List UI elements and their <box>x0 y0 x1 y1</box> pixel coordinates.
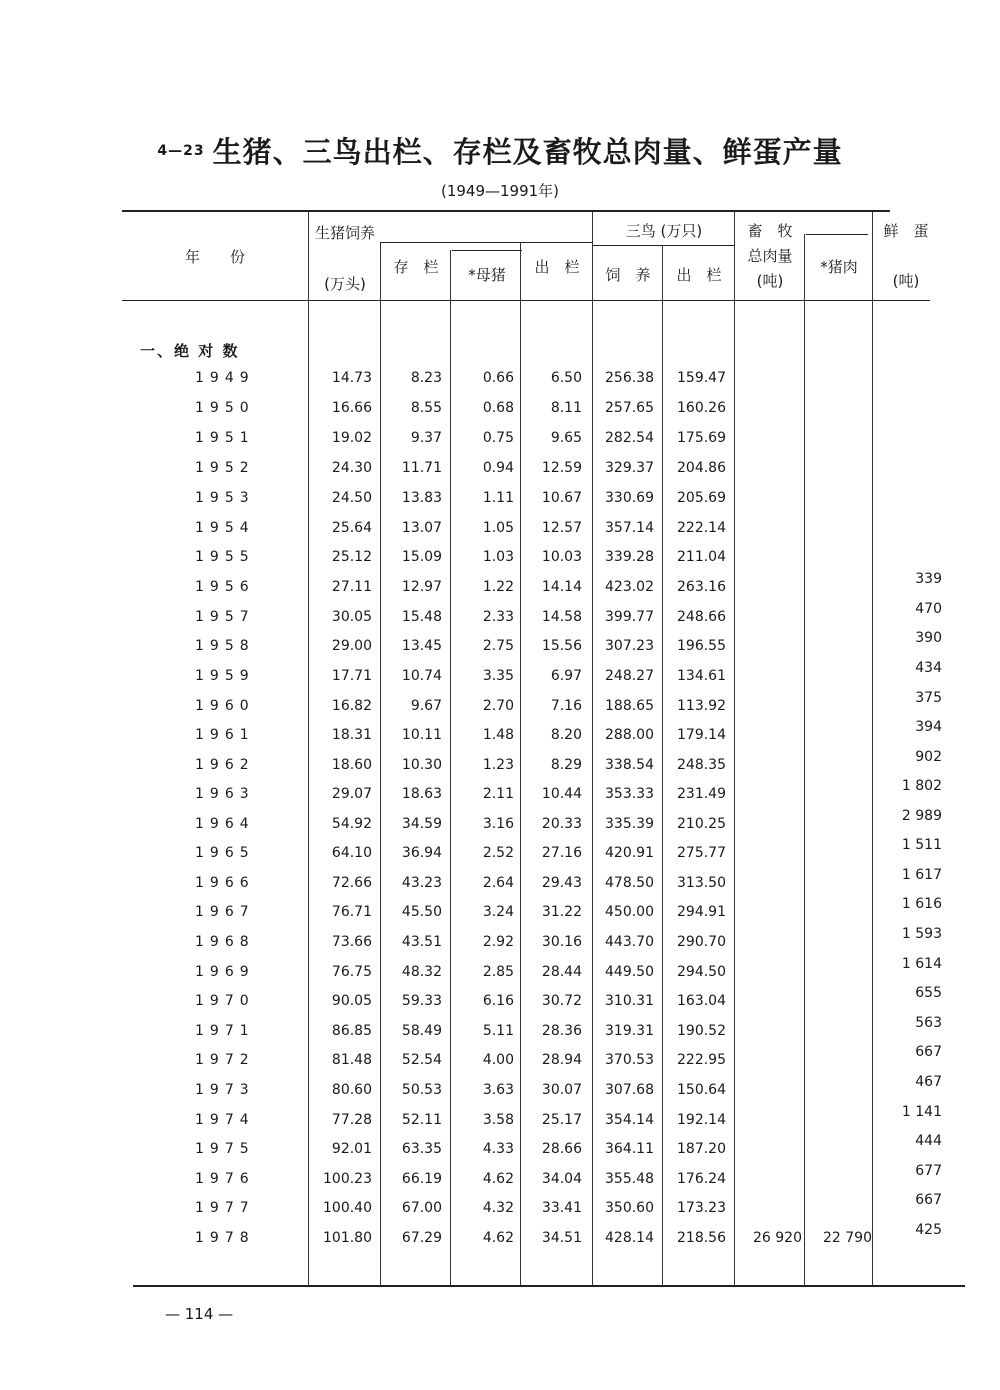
header-meat-unit: (吨) <box>756 272 784 290</box>
sow-cell: 4.32 <box>482 1200 514 1216</box>
pig-out-cell: 6.97 <box>550 668 582 684</box>
pig-cell: 30.05 <box>331 609 372 625</box>
year-cell: 1956 <box>195 579 255 595</box>
poultry-out-cell: 275.77 <box>677 845 726 861</box>
table-row <box>0 896 1000 924</box>
section-label: 一、绝 对 数 <box>140 342 240 360</box>
table-row <box>0 1044 1000 1072</box>
sow-cell: 4.62 <box>482 1230 514 1246</box>
egg-cell: 425 <box>915 1222 942 1238</box>
pig-cell: 29.07 <box>331 786 372 802</box>
egg-cell: 677 <box>915 1163 942 1179</box>
pig-out-cell: 20.33 <box>541 816 582 832</box>
poultry-raise-cell: 350.60 <box>605 1200 654 1216</box>
poultry-out-cell: 150.64 <box>677 1082 726 1098</box>
pig-out-cell: 34.04 <box>541 1171 582 1187</box>
poultry-out-cell: 204.86 <box>677 460 726 476</box>
sow-cell: 4.62 <box>482 1171 514 1187</box>
header-stock: 存 栏 <box>393 258 439 276</box>
poultry-raise-cell: 288.00 <box>605 727 654 743</box>
pig-cell: 100.23 <box>323 1171 372 1187</box>
stock-cell: 11.71 <box>401 460 442 476</box>
header-meat-top: 畜 牧 <box>747 222 793 240</box>
pig-out-cell: 30.16 <box>541 934 582 950</box>
pig-out-cell: 14.14 <box>541 579 582 595</box>
header-egg-unit: (吨) <box>892 272 920 290</box>
poultry-group-rule <box>592 245 734 246</box>
stock-cell: 15.48 <box>401 609 442 625</box>
poultry-raise-cell: 282.54 <box>605 430 654 446</box>
stock-cell: 36.94 <box>401 845 442 861</box>
egg-cell: 1 593 <box>901 926 942 942</box>
sow-cell: 0.68 <box>482 400 514 416</box>
poultry-raise-cell: 257.65 <box>605 400 654 416</box>
stock-cell: 67.00 <box>401 1200 442 1216</box>
table-row <box>0 549 1000 569</box>
pig-out-cell: 28.36 <box>541 1023 582 1039</box>
year-cell: 1954 <box>195 520 255 536</box>
stock-cell: 50.53 <box>401 1082 442 1098</box>
poultry-raise-cell: 355.48 <box>605 1171 654 1187</box>
year-cell: 1968 <box>195 934 255 950</box>
egg-cell: 902 <box>915 749 942 765</box>
poultry-raise-cell: 330.69 <box>605 490 654 506</box>
sow-cell: 0.94 <box>482 460 514 476</box>
meat-group-rule <box>806 234 868 235</box>
stock-cell: 59.33 <box>401 993 442 1009</box>
sow-cell: 2.70 <box>482 698 514 714</box>
meat-cell: 26 920 <box>753 1230 802 1246</box>
sow-cell: 3.35 <box>482 668 514 684</box>
subtitle: (1949—1991年) <box>440 182 560 200</box>
table-row <box>0 1192 1000 1220</box>
table-row <box>0 985 1000 1013</box>
poultry-raise-cell: 188.65 <box>605 698 654 714</box>
poultry-out-cell: 222.95 <box>677 1052 726 1068</box>
sow-cell: 0.66 <box>482 370 514 386</box>
pig-out-cell: 9.65 <box>550 430 582 446</box>
poultry-raise-cell: 423.02 <box>605 579 654 595</box>
table-row <box>0 749 1000 777</box>
header-pig-group: 生猪饲养 <box>314 224 375 242</box>
header-bottom-rule <box>122 300 930 301</box>
sow-cell: 2.75 <box>482 638 514 654</box>
poultry-out-cell: 190.52 <box>677 1023 726 1039</box>
sow-cell: 3.63 <box>482 1082 514 1098</box>
pig-cell: 25.64 <box>331 520 372 536</box>
table-row <box>0 808 1000 836</box>
table-row <box>0 1222 1000 1250</box>
table-row <box>0 430 1000 450</box>
table-row <box>0 1163 1000 1191</box>
pig-cell: 14.73 <box>331 370 372 386</box>
poultry-raise-cell: 307.23 <box>605 638 654 654</box>
table-row <box>0 571 1000 599</box>
pork-cell: 22 790 <box>823 1230 872 1246</box>
year-cell: 1975 <box>195 1141 255 1157</box>
pig-cell: 76.75 <box>331 964 372 980</box>
year-cell: 1962 <box>195 757 255 773</box>
egg-cell: 655 <box>915 985 942 1001</box>
pig-out-cell: 15.56 <box>541 638 582 654</box>
pig-cell: 18.60 <box>331 757 372 773</box>
page-number: — 114 — <box>165 1305 234 1323</box>
pig-out-cell: 8.20 <box>550 727 582 743</box>
pig-out-cell: 34.51 <box>541 1230 582 1246</box>
table-row <box>0 490 1000 510</box>
egg-cell: 1 141 <box>901 1104 942 1120</box>
table-row <box>0 690 1000 718</box>
header-pig-unit: (万头) <box>324 275 366 293</box>
year-cell: 1966 <box>195 875 255 891</box>
stock-cell: 66.19 <box>401 1171 442 1187</box>
year-cell: 1971 <box>195 1023 255 1039</box>
year-cell: 1950 <box>195 400 255 416</box>
sow-cell: 3.16 <box>482 816 514 832</box>
sow-cell: 2.64 <box>482 875 514 891</box>
pig-cell: 92.01 <box>331 1141 372 1157</box>
header-poultry-group: 三鸟 (万只) <box>625 222 703 240</box>
pig-cell: 80.60 <box>331 1082 372 1098</box>
year-cell: 1964 <box>195 816 255 832</box>
stock-cell: 13.45 <box>401 638 442 654</box>
pig-cell: 24.30 <box>331 460 372 476</box>
pig-cell: 76.71 <box>331 904 372 920</box>
year-cell: 1951 <box>195 430 255 446</box>
poultry-raise-cell: 256.38 <box>605 370 654 386</box>
stock-cell: 43.23 <box>401 875 442 891</box>
pig-cell: 16.66 <box>331 400 372 416</box>
pig-out-cell: 8.29 <box>550 757 582 773</box>
year-cell: 1952 <box>195 460 255 476</box>
stock-cell: 10.11 <box>401 727 442 743</box>
egg-cell: 1 617 <box>901 867 942 883</box>
poultry-raise-cell: 420.91 <box>605 845 654 861</box>
egg-cell: 1 616 <box>901 896 942 912</box>
pig-cell: 27.11 <box>331 579 372 595</box>
egg-cell: 375 <box>915 690 942 706</box>
poultry-raise-cell: 319.31 <box>605 1023 654 1039</box>
table-row <box>0 1133 1000 1161</box>
year-cell: 1955 <box>195 549 255 565</box>
stock-cell: 43.51 <box>401 934 442 950</box>
pig-cell: 101.80 <box>323 1230 372 1246</box>
table-row <box>0 370 1000 390</box>
pig-out-cell: 10.44 <box>541 786 582 802</box>
poultry-out-cell: 210.25 <box>677 816 726 832</box>
year-cell: 1953 <box>195 490 255 506</box>
year-cell: 1958 <box>195 638 255 654</box>
stock-cell: 9.37 <box>410 430 442 446</box>
header-poultry-out: 出 栏 <box>676 266 722 284</box>
header-poultry-raise: 饲 养 <box>605 266 651 284</box>
poultry-out-cell: 294.50 <box>677 964 726 980</box>
sow-cell: 4.33 <box>482 1141 514 1157</box>
year-cell: 1963 <box>195 786 255 802</box>
sow-cell: 1.05 <box>482 520 514 536</box>
header-pig-out: 出 栏 <box>534 258 580 276</box>
pig-out-cell: 12.57 <box>541 520 582 536</box>
year-cell: 1974 <box>195 1112 255 1128</box>
poultry-out-cell: 211.04 <box>677 549 726 565</box>
egg-cell: 390 <box>915 630 942 646</box>
table-row <box>0 926 1000 954</box>
pig-cell: 29.00 <box>331 638 372 654</box>
egg-cell: 2 989 <box>901 808 942 824</box>
pig-out-cell: 8.11 <box>550 400 582 416</box>
pig-out-cell: 28.66 <box>541 1141 582 1157</box>
year-cell: 1973 <box>195 1082 255 1098</box>
stock-cell: 15.09 <box>401 549 442 565</box>
poultry-out-cell: 313.50 <box>677 875 726 891</box>
stock-cell: 8.55 <box>410 400 442 416</box>
egg-cell: 470 <box>915 601 942 617</box>
poultry-out-cell: 113.92 <box>677 698 726 714</box>
pig-cell: 90.05 <box>331 993 372 1009</box>
header-meat-total: 总肉量 <box>747 247 793 265</box>
egg-cell: 1 511 <box>901 837 942 853</box>
sow-rule <box>452 250 522 251</box>
header-pork: *猪肉 <box>820 258 858 276</box>
sow-cell: 1.22 <box>482 579 514 595</box>
sow-cell: 1.03 <box>482 549 514 565</box>
poultry-out-cell: 159.47 <box>677 370 726 386</box>
poultry-raise-cell: 338.54 <box>605 757 654 773</box>
poultry-out-cell: 231.49 <box>677 786 726 802</box>
table-row <box>0 601 1000 629</box>
header-egg: 鲜 蛋 <box>883 222 929 240</box>
poultry-out-cell: 192.14 <box>677 1112 726 1128</box>
table-row <box>0 460 1000 480</box>
poultry-raise-cell: 399.77 <box>605 609 654 625</box>
pig-out-cell: 6.50 <box>550 370 582 386</box>
egg-cell: 1 614 <box>901 956 942 972</box>
pig-cell: 24.50 <box>331 490 372 506</box>
year-cell: 1976 <box>195 1171 255 1187</box>
year-cell: 1972 <box>195 1052 255 1068</box>
poultry-out-cell: 160.26 <box>677 400 726 416</box>
year-cell: 1969 <box>195 964 255 980</box>
pig-out-cell: 10.03 <box>541 549 582 565</box>
stock-cell: 52.54 <box>401 1052 442 1068</box>
year-cell: 1967 <box>195 904 255 920</box>
poultry-raise-cell: 450.00 <box>605 904 654 920</box>
table-row <box>0 660 1000 688</box>
sow-cell: 1.23 <box>482 757 514 773</box>
table-row <box>0 719 1000 747</box>
table-row <box>0 837 1000 865</box>
pig-cell: 25.12 <box>331 549 372 565</box>
poultry-out-cell: 294.91 <box>677 904 726 920</box>
poultry-out-cell: 173.23 <box>677 1200 726 1216</box>
pig-cell: 18.31 <box>331 727 372 743</box>
egg-cell: 434 <box>915 660 942 676</box>
table-row <box>0 867 1000 895</box>
stock-cell: 10.74 <box>401 668 442 684</box>
poultry-out-cell: 205.69 <box>677 490 726 506</box>
pig-cell: 17.71 <box>331 668 372 684</box>
pig-cell: 73.66 <box>331 934 372 950</box>
stock-cell: 45.50 <box>401 904 442 920</box>
header-sow: *母猪 <box>468 266 506 284</box>
sow-cell: 1.11 <box>482 490 514 506</box>
pig-cell: 54.92 <box>331 816 372 832</box>
table-row <box>0 520 1000 540</box>
year-cell: 1961 <box>195 727 255 743</box>
pig-out-cell: 33.41 <box>541 1200 582 1216</box>
pig-out-cell: 31.22 <box>541 904 582 920</box>
stock-cell: 13.83 <box>401 490 442 506</box>
stock-cell: 63.35 <box>401 1141 442 1157</box>
stock-cell: 67.29 <box>401 1230 442 1246</box>
poultry-raise-cell: 443.70 <box>605 934 654 950</box>
table-row <box>0 1015 1000 1043</box>
pig-cell: 86.85 <box>331 1023 372 1039</box>
pig-cell: 16.82 <box>331 698 372 714</box>
stock-cell: 13.07 <box>401 520 442 536</box>
poultry-raise-cell: 370.53 <box>605 1052 654 1068</box>
table-row <box>0 956 1000 984</box>
poultry-raise-cell: 354.14 <box>605 1112 654 1128</box>
top-rule <box>122 210 890 212</box>
poultry-out-cell: 134.61 <box>677 668 726 684</box>
pig-cell: 19.02 <box>331 430 372 446</box>
year-cell: 1957 <box>195 609 255 625</box>
poultry-raise-cell: 364.11 <box>605 1141 654 1157</box>
poultry-raise-cell: 248.27 <box>605 668 654 684</box>
sow-cell: 3.24 <box>482 904 514 920</box>
poultry-raise-cell: 353.33 <box>605 786 654 802</box>
sow-cell: 4.00 <box>482 1052 514 1068</box>
poultry-raise-cell: 449.50 <box>605 964 654 980</box>
poultry-raise-cell: 310.31 <box>605 993 654 1009</box>
bottom-rule <box>133 1285 965 1287</box>
poultry-raise-cell: 329.37 <box>605 460 654 476</box>
stock-cell: 34.59 <box>401 816 442 832</box>
sow-cell: 1.48 <box>482 727 514 743</box>
year-cell: 1978 <box>195 1230 255 1246</box>
egg-cell: 667 <box>915 1044 942 1060</box>
title-text: 生猪、三鸟出栏、存栏及畜牧总肉量、鲜蛋产量 <box>212 135 843 169</box>
year-cell: 1960 <box>195 698 255 714</box>
year-cell: 1977 <box>195 1200 255 1216</box>
table-row <box>0 630 1000 658</box>
poultry-raise-cell: 357.14 <box>605 520 654 536</box>
poultry-out-cell: 175.69 <box>677 430 726 446</box>
poultry-out-cell: 222.14 <box>677 520 726 536</box>
poultry-raise-cell: 428.14 <box>605 1230 654 1246</box>
stock-cell: 10.30 <box>401 757 442 773</box>
poultry-out-cell: 290.70 <box>677 934 726 950</box>
sow-cell: 2.11 <box>482 786 514 802</box>
stock-cell: 8.23 <box>410 370 442 386</box>
egg-cell: 444 <box>915 1133 942 1149</box>
poultry-out-cell: 263.16 <box>677 579 726 595</box>
table-title <box>0 130 1000 171</box>
poultry-out-cell: 176.24 <box>677 1171 726 1187</box>
stock-cell: 18.63 <box>401 786 442 802</box>
egg-cell: 394 <box>915 719 942 735</box>
sow-cell: 5.11 <box>482 1023 514 1039</box>
pig-out-cell: 28.44 <box>541 964 582 980</box>
sow-cell: 6.16 <box>482 993 514 1009</box>
table-row <box>0 1074 1000 1102</box>
poultry-out-cell: 187.20 <box>677 1141 726 1157</box>
pig-out-cell: 10.67 <box>541 490 582 506</box>
pig-out-cell: 30.72 <box>541 993 582 1009</box>
year-cell: 1965 <box>195 845 255 861</box>
year-cell: 1970 <box>195 993 255 1009</box>
poultry-out-cell: 179.14 <box>677 727 726 743</box>
poultry-out-cell: 196.55 <box>677 638 726 654</box>
sow-cell: 2.85 <box>482 964 514 980</box>
egg-cell: 667 <box>915 1192 942 1208</box>
poultry-raise-cell: 339.28 <box>605 549 654 565</box>
egg-cell: 467 <box>915 1074 942 1090</box>
sow-cell: 2.33 <box>482 609 514 625</box>
poultry-raise-cell: 307.68 <box>605 1082 654 1098</box>
pig-cell: 64.10 <box>331 845 372 861</box>
stock-cell: 58.49 <box>401 1023 442 1039</box>
pig-out-cell: 29.43 <box>541 875 582 891</box>
sow-cell: 2.52 <box>482 845 514 861</box>
poultry-raise-cell: 478.50 <box>605 875 654 891</box>
table-row <box>0 400 1000 420</box>
pig-cell: 77.28 <box>331 1112 372 1128</box>
table-number: 4—23 <box>157 142 205 159</box>
table-row <box>0 778 1000 806</box>
pig-out-cell: 12.59 <box>541 460 582 476</box>
sow-cell: 0.75 <box>482 430 514 446</box>
egg-cell: 1 802 <box>901 778 942 794</box>
stock-cell: 52.11 <box>401 1112 442 1128</box>
pig-out-cell: 27.16 <box>541 845 582 861</box>
poultry-out-cell: 248.35 <box>677 757 726 773</box>
stock-cell: 48.32 <box>401 964 442 980</box>
poultry-out-cell: 248.66 <box>677 609 726 625</box>
egg-cell: 339 <box>915 571 942 587</box>
poultry-out-cell: 218.56 <box>677 1230 726 1246</box>
pig-cell: 72.66 <box>331 875 372 891</box>
pig-cell: 81.48 <box>331 1052 372 1068</box>
poultry-raise-cell: 335.39 <box>605 816 654 832</box>
pig-out-cell: 25.17 <box>541 1112 582 1128</box>
pig-out-cell: 14.58 <box>541 609 582 625</box>
pig-group-rule <box>380 242 592 243</box>
year-cell: 1959 <box>195 668 255 684</box>
poultry-out-cell: 163.04 <box>677 993 726 1009</box>
header-year: 年 份 <box>184 248 245 266</box>
sow-cell: 2.92 <box>482 934 514 950</box>
pig-cell: 100.40 <box>323 1200 372 1216</box>
year-cell: 1949 <box>195 370 255 386</box>
pig-out-cell: 7.16 <box>550 698 582 714</box>
table-row <box>0 1104 1000 1132</box>
egg-cell: 563 <box>915 1015 942 1031</box>
stock-cell: 12.97 <box>401 579 442 595</box>
pig-out-cell: 28.94 <box>541 1052 582 1068</box>
sow-cell: 3.58 <box>482 1112 514 1128</box>
pig-out-cell: 30.07 <box>541 1082 582 1098</box>
stock-cell: 9.67 <box>410 698 442 714</box>
